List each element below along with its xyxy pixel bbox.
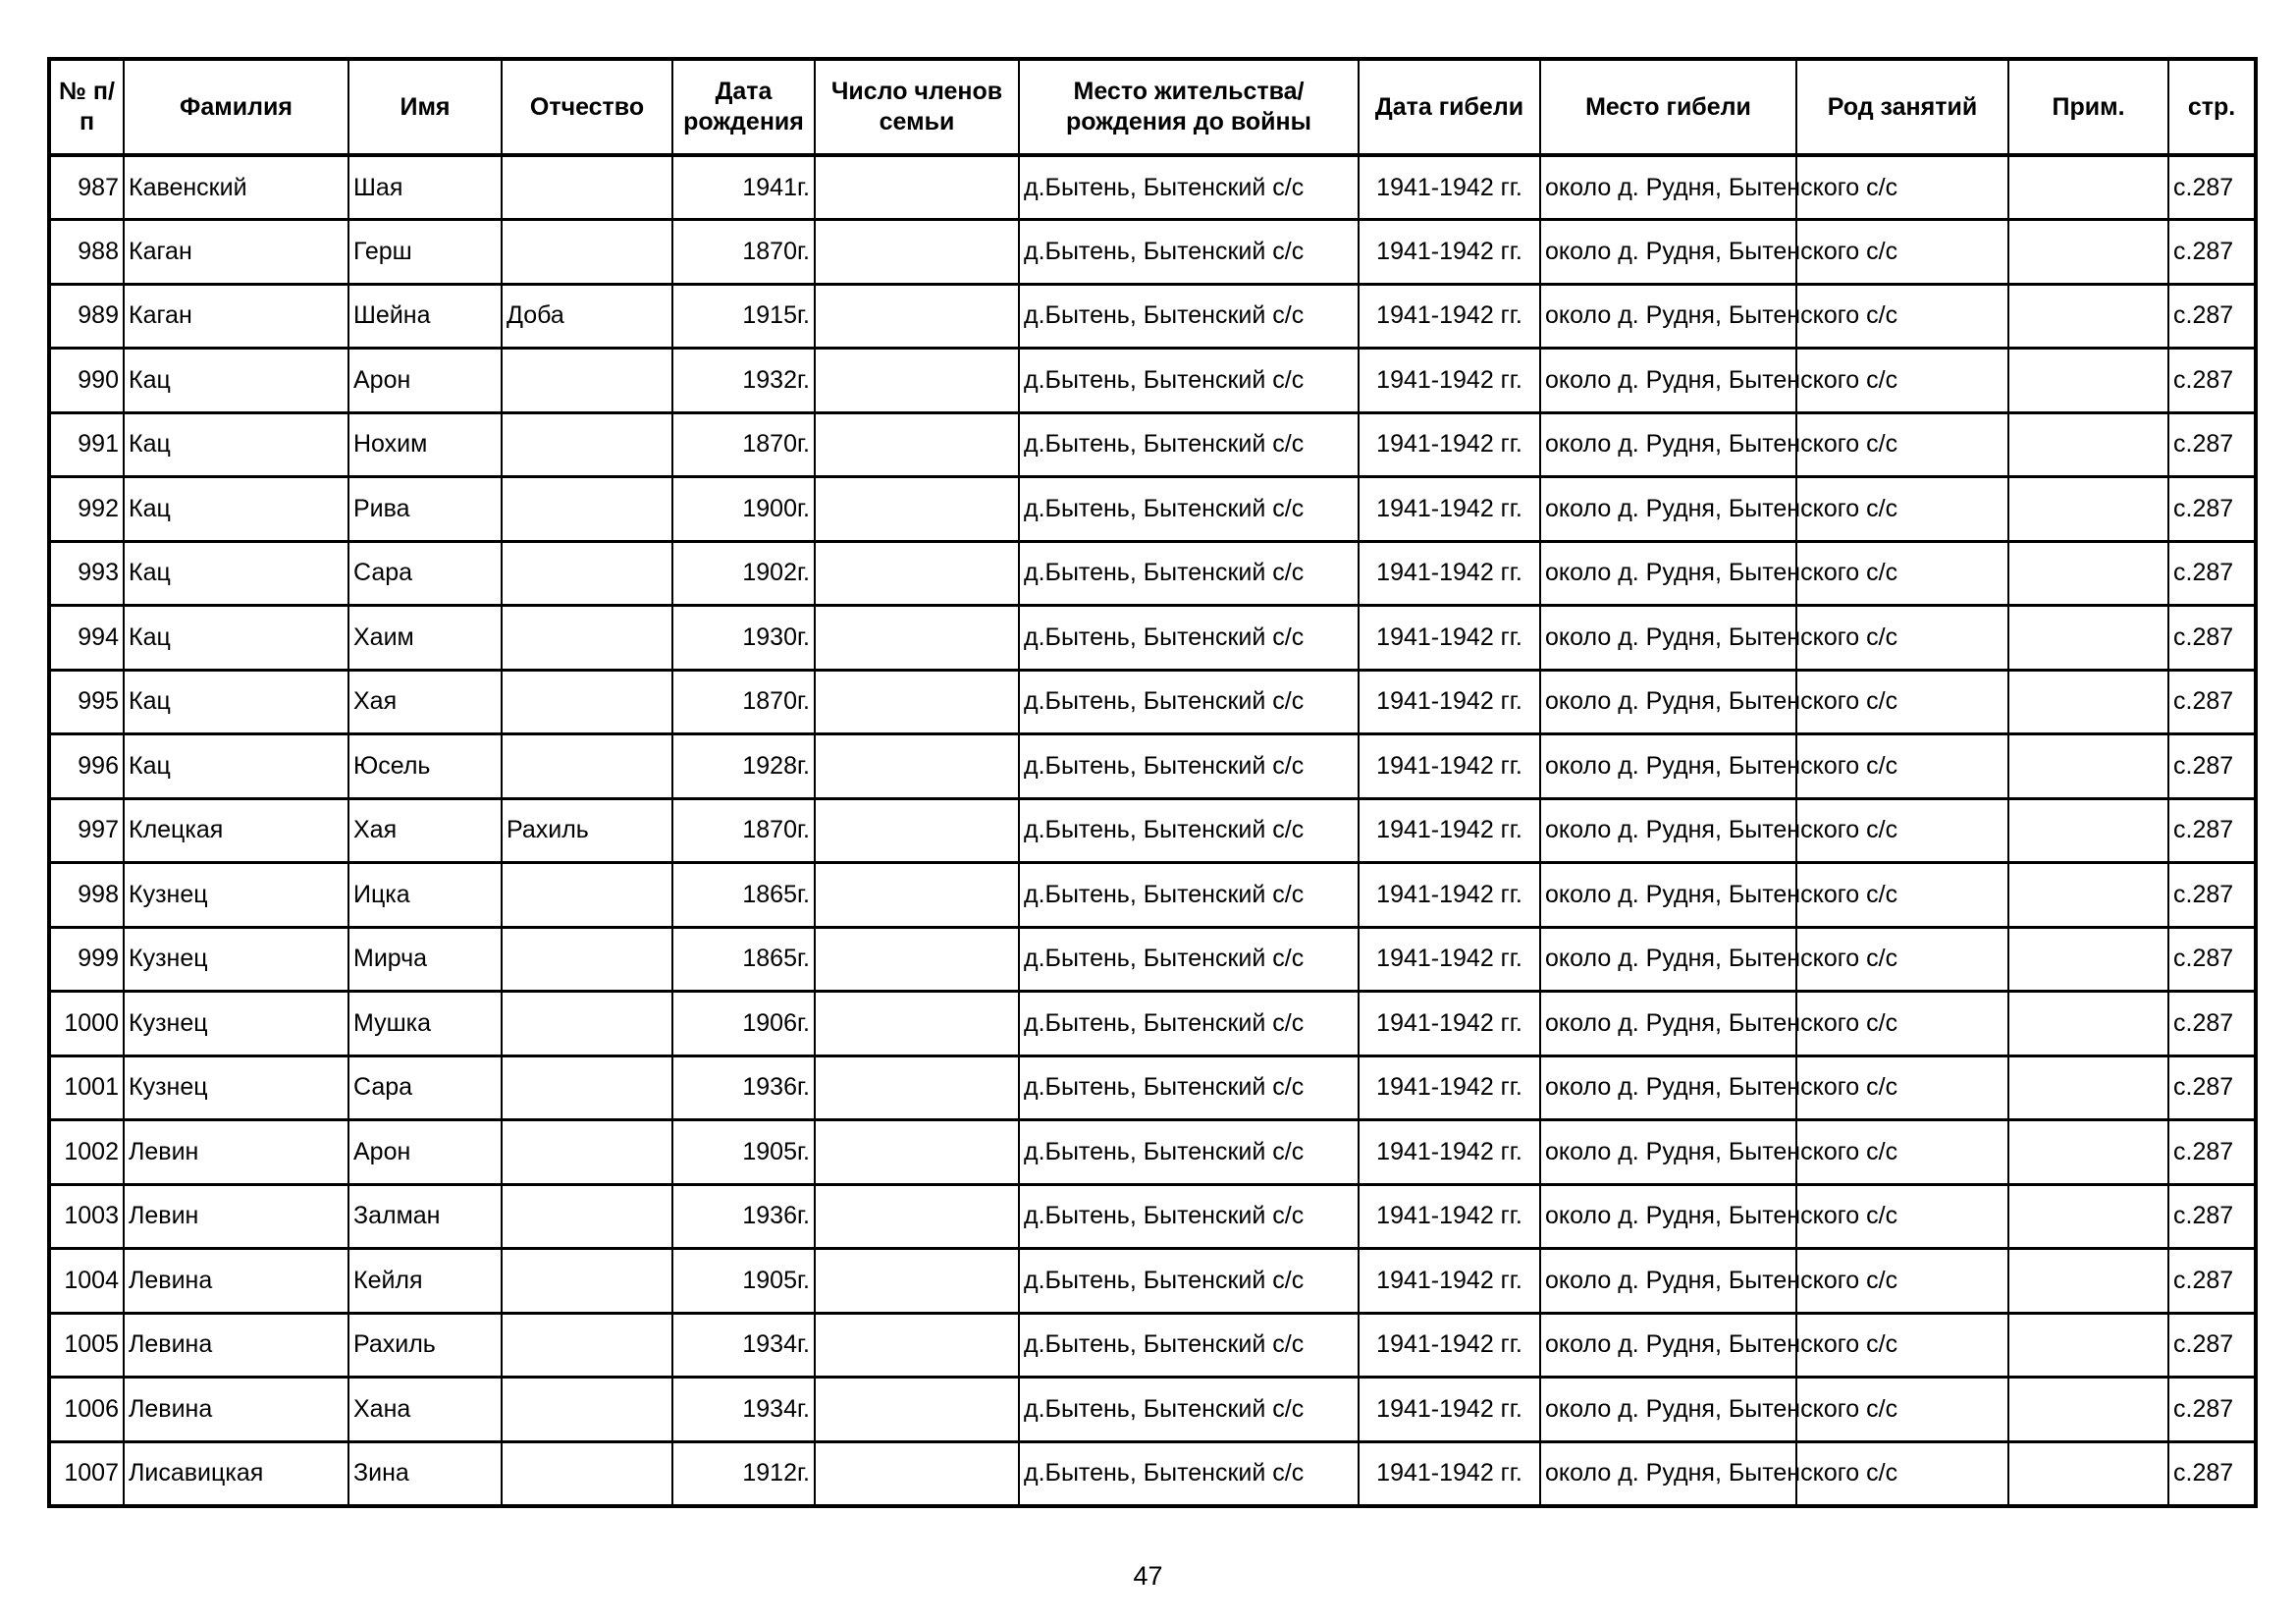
cell-birth-date: 1928г. <box>672 734 815 799</box>
cell-birth-date: 1902г. <box>672 541 815 606</box>
cell-family-members <box>815 1313 1019 1378</box>
cell-patronymic <box>502 1120 672 1185</box>
table-row <box>49 220 2256 285</box>
cell-family-members <box>815 734 1019 799</box>
cell-first-name: Мушка <box>348 992 502 1056</box>
cell-surname: Кавенский <box>124 155 348 220</box>
cell-notes <box>2008 284 2168 349</box>
cell-notes <box>2008 927 2168 992</box>
cell-death-place: около д. Рудня, Бытенского с/с <box>1540 863 1796 928</box>
header-death-date: Дата гибели <box>1359 59 1540 155</box>
cell-first-name: Ицка <box>348 863 502 928</box>
cell-patronymic <box>502 927 672 992</box>
cell-family-members <box>815 284 1019 349</box>
cell-number: 995 <box>49 670 124 734</box>
cell-first-name: Хана <box>348 1378 502 1442</box>
cell-number: 998 <box>49 863 124 928</box>
cell-death-place: около д. Рудня, Бытенского с/с <box>1540 541 1796 606</box>
cell-first-name: Хаим <box>348 606 502 671</box>
header-prewar-residence: Место жительства/рождения до войны <box>1019 59 1359 155</box>
cell-notes <box>2008 1313 2168 1378</box>
cell-number: 1001 <box>49 1055 124 1120</box>
cell-notes <box>2008 220 2168 285</box>
cell-surname: Кац <box>124 670 348 734</box>
cell-death-date: 1941-1942 гг. <box>1359 863 1540 928</box>
cell-surname: Кац <box>124 349 348 413</box>
cell-death-date: 1941-1942 гг. <box>1359 155 1540 220</box>
cell-death-place: около д. Рудня, Бытенского с/с <box>1540 606 1796 671</box>
cell-first-name: Мирча <box>348 927 502 992</box>
cell-patronymic <box>502 1055 672 1120</box>
cell-number: 994 <box>49 606 124 671</box>
cell-first-name: Залман <box>348 1184 502 1249</box>
cell-prewar-residence: д.Бытень, Бытенский с/с <box>1019 1378 1359 1442</box>
cell-number: 990 <box>49 349 124 413</box>
cell-notes <box>2008 477 2168 542</box>
cell-birth-date: 1936г. <box>672 1055 815 1120</box>
cell-first-name: Зина <box>348 1441 502 1506</box>
cell-number: 1006 <box>49 1378 124 1442</box>
table-row <box>49 670 2256 734</box>
cell-patronymic <box>502 1184 672 1249</box>
cell-surname: Левина <box>124 1249 348 1314</box>
cell-patronymic <box>502 477 672 542</box>
cell-first-name: Арон <box>348 349 502 413</box>
cell-first-name: Шая <box>348 155 502 220</box>
header-number: № п/п <box>49 59 124 155</box>
cell-death-place: около д. Рудня, Бытенского с/с <box>1540 349 1796 413</box>
cell-patronymic <box>502 220 672 285</box>
cell-family-members <box>815 155 1019 220</box>
cell-first-name: Хая <box>348 798 502 863</box>
cell-birth-date: 1865г. <box>672 927 815 992</box>
cell-death-place: около д. Рудня, Бытенского с/с <box>1540 284 1796 349</box>
cell-patronymic <box>502 863 672 928</box>
cell-patronymic: Доба <box>502 284 672 349</box>
cell-page: с.287 <box>2168 1441 2256 1506</box>
cell-notes <box>2008 606 2168 671</box>
cell-number: 987 <box>49 155 124 220</box>
cell-number: 1000 <box>49 992 124 1056</box>
cell-death-date: 1941-1942 гг. <box>1359 349 1540 413</box>
cell-first-name: Сара <box>348 541 502 606</box>
cell-patronymic <box>502 541 672 606</box>
cell-notes <box>2008 1120 2168 1185</box>
cell-birth-date: 1900г. <box>672 477 815 542</box>
cell-page: с.287 <box>2168 477 2256 542</box>
table-row <box>49 1120 2256 1185</box>
cell-birth-date: 1934г. <box>672 1378 815 1442</box>
cell-death-date: 1941-1942 гг. <box>1359 670 1540 734</box>
cell-birth-date: 1906г. <box>672 992 815 1056</box>
header-death-place: Место гибели <box>1540 59 1796 155</box>
cell-notes <box>2008 1055 2168 1120</box>
cell-notes <box>2008 670 2168 734</box>
cell-patronymic <box>502 412 672 477</box>
cell-first-name: Нохим <box>348 412 502 477</box>
cell-prewar-residence: д.Бытень, Бытенский с/с <box>1019 992 1359 1056</box>
cell-death-date: 1941-1942 гг. <box>1359 1055 1540 1120</box>
cell-surname: Левина <box>124 1378 348 1442</box>
cell-surname: Кузнец <box>124 863 348 928</box>
table-row <box>49 284 2256 349</box>
cell-prewar-residence: д.Бытень, Бытенский с/с <box>1019 734 1359 799</box>
cell-page: с.287 <box>2168 220 2256 285</box>
cell-prewar-residence: д.Бытень, Бытенский с/с <box>1019 1249 1359 1314</box>
cell-first-name: Арон <box>348 1120 502 1185</box>
cell-page: с.287 <box>2168 284 2256 349</box>
cell-death-place: около д. Рудня, Бытенского с/с <box>1540 1120 1796 1185</box>
cell-notes <box>2008 349 2168 413</box>
cell-page: с.287 <box>2168 1184 2256 1249</box>
cell-notes <box>2008 1378 2168 1442</box>
cell-prewar-residence: д.Бытень, Бытенский с/с <box>1019 1120 1359 1185</box>
cell-death-date: 1941-1942 гг. <box>1359 1378 1540 1442</box>
header-birth-date: Дата рождения <box>672 59 815 155</box>
cell-first-name: Хая <box>348 670 502 734</box>
cell-notes <box>2008 1441 2168 1506</box>
cell-page: с.287 <box>2168 798 2256 863</box>
cell-death-date: 1941-1942 гг. <box>1359 1184 1540 1249</box>
cell-number: 1007 <box>49 1441 124 1506</box>
cell-page: с.287 <box>2168 1055 2256 1120</box>
cell-page: с.287 <box>2168 541 2256 606</box>
cell-surname: Кац <box>124 477 348 542</box>
cell-death-place: около д. Рудня, Бытенского с/с <box>1540 1184 1796 1249</box>
cell-patronymic <box>502 992 672 1056</box>
cell-death-date: 1941-1942 гг. <box>1359 412 1540 477</box>
cell-death-date: 1941-1942 гг. <box>1359 798 1540 863</box>
cell-surname: Кузнец <box>124 927 348 992</box>
cell-number: 1002 <box>49 1120 124 1185</box>
cell-prewar-residence: д.Бытень, Бытенский с/с <box>1019 1184 1359 1249</box>
cell-surname: Кац <box>124 541 348 606</box>
cell-death-date: 1941-1942 гг. <box>1359 284 1540 349</box>
cell-birth-date: 1912г. <box>672 1441 815 1506</box>
cell-first-name: Юсель <box>348 734 502 799</box>
cell-prewar-residence: д.Бытень, Бытенский с/с <box>1019 412 1359 477</box>
victims-register-table <box>47 57 2258 1508</box>
cell-death-date: 1941-1942 гг. <box>1359 927 1540 992</box>
cell-death-place: около д. Рудня, Бытенского с/с <box>1540 1441 1796 1506</box>
cell-surname: Лисавицкая <box>124 1441 348 1506</box>
cell-number: 991 <box>49 412 124 477</box>
cell-surname: Кац <box>124 412 348 477</box>
cell-prewar-residence: д.Бытень, Бытенский с/с <box>1019 155 1359 220</box>
cell-surname: Кац <box>124 734 348 799</box>
cell-death-date: 1941-1942 гг. <box>1359 1441 1540 1506</box>
cell-patronymic <box>502 734 672 799</box>
cell-prewar-residence: д.Бытень, Бытенский с/с <box>1019 1313 1359 1378</box>
cell-death-place: около д. Рудня, Бытенского с/с <box>1540 1378 1796 1442</box>
cell-page: с.287 <box>2168 1378 2256 1442</box>
cell-page: с.287 <box>2168 606 2256 671</box>
header-family-members: Число членов семьи <box>815 59 1019 155</box>
table-row <box>49 1378 2256 1442</box>
cell-prewar-residence: д.Бытень, Бытенский с/с <box>1019 863 1359 928</box>
cell-birth-date: 1865г. <box>672 863 815 928</box>
cell-notes <box>2008 1184 2168 1249</box>
cell-birth-date: 1870г. <box>672 798 815 863</box>
cell-death-date: 1941-1942 гг. <box>1359 606 1540 671</box>
cell-birth-date: 1870г. <box>672 412 815 477</box>
cell-prewar-residence: д.Бытень, Бытенский с/с <box>1019 606 1359 671</box>
table-row <box>49 927 2256 992</box>
cell-number: 989 <box>49 284 124 349</box>
cell-first-name: Шейна <box>348 284 502 349</box>
cell-patronymic <box>502 1378 672 1442</box>
cell-number: 997 <box>49 798 124 863</box>
cell-family-members <box>815 606 1019 671</box>
cell-family-members <box>815 1120 1019 1185</box>
cell-first-name: Сара <box>348 1055 502 1120</box>
cell-death-place: около д. Рудня, Бытенского с/с <box>1540 1055 1796 1120</box>
cell-patronymic <box>502 670 672 734</box>
cell-birth-date: 1905г. <box>672 1249 815 1314</box>
cell-patronymic <box>502 349 672 413</box>
cell-number: 993 <box>49 541 124 606</box>
cell-page: с.287 <box>2168 734 2256 799</box>
cell-first-name: Рива <box>348 477 502 542</box>
cell-surname: Левин <box>124 1120 348 1185</box>
cell-birth-date: 1941г. <box>672 155 815 220</box>
cell-patronymic <box>502 1249 672 1314</box>
cell-page: с.287 <box>2168 863 2256 928</box>
cell-notes <box>2008 734 2168 799</box>
cell-family-members <box>815 1184 1019 1249</box>
cell-surname: Кузнец <box>124 1055 348 1120</box>
table-row <box>49 477 2256 542</box>
cell-number: 1003 <box>49 1184 124 1249</box>
cell-death-date: 1941-1942 гг. <box>1359 734 1540 799</box>
cell-surname: Клецкая <box>124 798 348 863</box>
header-notes: Прим. <box>2008 59 2168 155</box>
cell-family-members <box>815 992 1019 1056</box>
cell-patronymic: Рахиль <box>502 798 672 863</box>
page-number: 47 <box>1133 1561 1163 1591</box>
cell-death-date: 1941-1942 гг. <box>1359 541 1540 606</box>
cell-death-place: около д. Рудня, Бытенского с/с <box>1540 412 1796 477</box>
cell-page: с.287 <box>2168 927 2256 992</box>
cell-family-members <box>815 927 1019 992</box>
cell-page: с.287 <box>2168 670 2256 734</box>
cell-family-members <box>815 670 1019 734</box>
cell-patronymic <box>502 1441 672 1506</box>
table-row <box>49 349 2256 413</box>
cell-family-members <box>815 1441 1019 1506</box>
cell-family-members <box>815 220 1019 285</box>
cell-number: 1004 <box>49 1249 124 1314</box>
table-row <box>49 1184 2256 1249</box>
cell-page: с.287 <box>2168 1249 2256 1314</box>
cell-prewar-residence: д.Бытень, Бытенский с/с <box>1019 541 1359 606</box>
table-row <box>49 155 2256 220</box>
cell-surname: Кац <box>124 606 348 671</box>
cell-notes <box>2008 863 2168 928</box>
cell-page: с.287 <box>2168 1120 2256 1185</box>
cell-page: с.287 <box>2168 155 2256 220</box>
cell-surname: Левина <box>124 1313 348 1378</box>
cell-family-members <box>815 477 1019 542</box>
cell-family-members <box>815 1249 1019 1314</box>
cell-birth-date: 1915г. <box>672 284 815 349</box>
cell-family-members <box>815 798 1019 863</box>
cell-prewar-residence: д.Бытень, Бытенский с/с <box>1019 220 1359 285</box>
cell-family-members <box>815 1378 1019 1442</box>
cell-surname: Левин <box>124 1184 348 1249</box>
header-surname: Фамилия <box>124 59 348 155</box>
cell-death-place: около д. Рудня, Бытенского с/с <box>1540 155 1796 220</box>
table-row <box>49 734 2256 799</box>
cell-death-place: около д. Рудня, Бытенского с/с <box>1540 1249 1796 1314</box>
cell-family-members <box>815 541 1019 606</box>
header-first-name: Имя <box>348 59 502 155</box>
cell-page: с.287 <box>2168 412 2256 477</box>
cell-death-place: около д. Рудня, Бытенского с/с <box>1540 220 1796 285</box>
cell-death-place: около д. Рудня, Бытенского с/с <box>1540 477 1796 542</box>
cell-death-place: около д. Рудня, Бытенского с/с <box>1540 670 1796 734</box>
cell-death-place: около д. Рудня, Бытенского с/с <box>1540 734 1796 799</box>
cell-surname: Каган <box>124 220 348 285</box>
cell-family-members <box>815 412 1019 477</box>
table-row <box>49 1249 2256 1314</box>
cell-first-name: Рахиль <box>348 1313 502 1378</box>
cell-prewar-residence: д.Бытень, Бытенский с/с <box>1019 670 1359 734</box>
cell-death-place: около д. Рудня, Бытенского с/с <box>1540 1313 1796 1378</box>
cell-family-members <box>815 863 1019 928</box>
table-row <box>49 992 2256 1056</box>
cell-prewar-residence: д.Бытень, Бытенский с/с <box>1019 349 1359 413</box>
table-row <box>49 1441 2256 1506</box>
cell-prewar-residence: д.Бытень, Бытенский с/с <box>1019 1055 1359 1120</box>
cell-prewar-residence: д.Бытень, Бытенский с/с <box>1019 1441 1359 1506</box>
cell-death-place: около д. Рудня, Бытенского с/с <box>1540 798 1796 863</box>
cell-surname: Кузнец <box>124 992 348 1056</box>
cell-patronymic <box>502 606 672 671</box>
header-page: стр. <box>2168 59 2256 155</box>
cell-number: 1005 <box>49 1313 124 1378</box>
cell-notes <box>2008 1249 2168 1314</box>
cell-death-place: около д. Рудня, Бытенского с/с <box>1540 992 1796 1056</box>
cell-prewar-residence: д.Бытень, Бытенский с/с <box>1019 477 1359 542</box>
cell-number: 992 <box>49 477 124 542</box>
cell-page: с.287 <box>2168 992 2256 1056</box>
cell-surname: Каган <box>124 284 348 349</box>
cell-notes <box>2008 412 2168 477</box>
cell-birth-date: 1870г. <box>672 220 815 285</box>
cell-number: 996 <box>49 734 124 799</box>
cell-prewar-residence: д.Бытень, Бытенский с/с <box>1019 798 1359 863</box>
cell-first-name: Герш <box>348 220 502 285</box>
cell-number: 999 <box>49 927 124 992</box>
cell-death-date: 1941-1942 гг. <box>1359 1120 1540 1185</box>
cell-notes <box>2008 992 2168 1056</box>
cell-death-date: 1941-1942 гг. <box>1359 477 1540 542</box>
header-row <box>49 59 2256 155</box>
cell-death-date: 1941-1942 гг. <box>1359 992 1540 1056</box>
table-row <box>49 606 2256 671</box>
table-body <box>49 155 2256 1506</box>
cell-birth-date: 1934г. <box>672 1313 815 1378</box>
cell-notes <box>2008 798 2168 863</box>
cell-birth-date: 1932г. <box>672 349 815 413</box>
cell-family-members <box>815 349 1019 413</box>
cell-birth-date: 1936г. <box>672 1184 815 1249</box>
cell-patronymic <box>502 1313 672 1378</box>
cell-notes <box>2008 155 2168 220</box>
cell-number: 988 <box>49 220 124 285</box>
cell-page: с.287 <box>2168 1313 2256 1378</box>
cell-birth-date: 1930г. <box>672 606 815 671</box>
cell-family-members <box>815 1055 1019 1120</box>
cell-notes <box>2008 541 2168 606</box>
table-row <box>49 863 2256 928</box>
table-row <box>49 1313 2256 1378</box>
table-row <box>49 798 2256 863</box>
cell-birth-date: 1905г. <box>672 1120 815 1185</box>
header-patronymic: Отчество <box>502 59 672 155</box>
cell-page: с.287 <box>2168 349 2256 413</box>
table-row <box>49 541 2256 606</box>
cell-patronymic <box>502 155 672 220</box>
cell-birth-date: 1870г. <box>672 670 815 734</box>
cell-death-date: 1941-1942 гг. <box>1359 1249 1540 1314</box>
cell-prewar-residence: д.Бытень, Бытенский с/с <box>1019 927 1359 992</box>
header-occupation: Род занятий <box>1796 59 2008 155</box>
table-row <box>49 1055 2256 1120</box>
cell-prewar-residence: д.Бытень, Бытенский с/с <box>1019 284 1359 349</box>
cell-death-date: 1941-1942 гг. <box>1359 220 1540 285</box>
cell-first-name: Кейля <box>348 1249 502 1314</box>
cell-death-place: около д. Рудня, Бытенского с/с <box>1540 927 1796 992</box>
cell-death-date: 1941-1942 гг. <box>1359 1313 1540 1378</box>
table-row <box>49 412 2256 477</box>
